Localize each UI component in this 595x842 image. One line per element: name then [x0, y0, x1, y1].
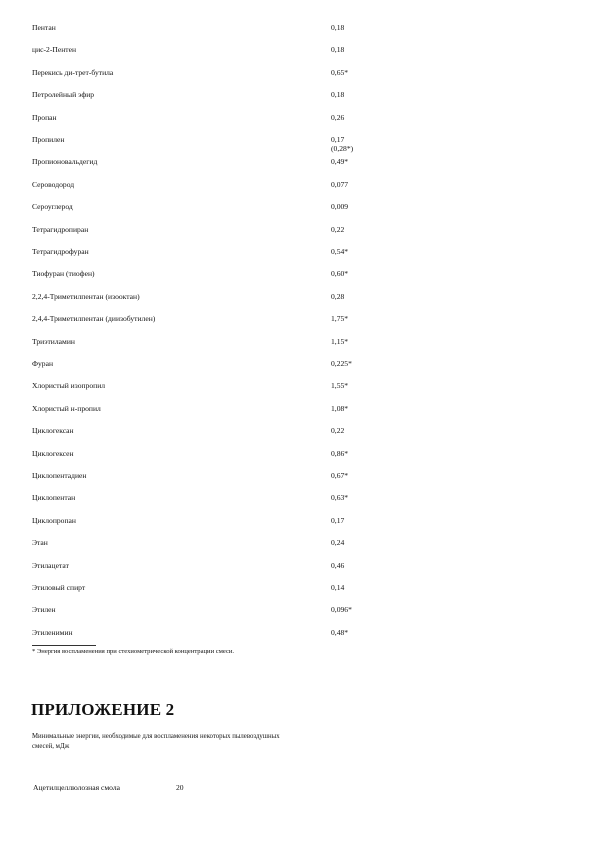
- appendix-table-row: [0, 783, 595, 795]
- substance-name: Сероуглерод: [32, 202, 73, 212]
- table-row: [0, 404, 595, 416]
- table-row: [0, 493, 595, 505]
- substance-name: Перекись ди-трет-бутила: [32, 67, 114, 77]
- substance-name: Петролейный эфир: [32, 90, 95, 100]
- energy-value: 0,096*: [331, 605, 352, 615]
- footnote-divider: [32, 645, 96, 646]
- substance-name: Тетрагидропиран: [32, 224, 89, 234]
- energy-value: 0,18: [331, 23, 345, 32]
- substance-name: Фуран: [32, 359, 54, 368]
- energy-value: 0,18: [331, 45, 345, 55]
- energy-value: 0,26: [331, 112, 345, 122]
- energy-value: 0,49*: [331, 157, 349, 167]
- substance-name: Этан: [32, 538, 48, 548]
- energy-value: 0,48*: [331, 627, 349, 637]
- table-row: [0, 292, 595, 304]
- substance-name: Хлористый изопропил: [32, 381, 106, 391]
- substance-name: Циклогексен: [32, 448, 74, 458]
- table-row: [0, 605, 595, 617]
- energy-value: 0,18: [331, 90, 345, 100]
- substance-name: Этилацетат: [32, 560, 69, 570]
- substance-name: 2,4,4-Триметилпентан (диизобутилен): [32, 314, 156, 324]
- energy-value: 0,17 (0,28*): [331, 135, 354, 153]
- energy-value: 0,54*: [331, 247, 349, 256]
- energy-value: 1,08*: [331, 403, 349, 413]
- table-row: [0, 180, 595, 192]
- energy-value: 0,67*: [331, 471, 349, 480]
- table-row: [0, 90, 595, 102]
- appendix-description: Минимальные энергии, необходимые для воспламенения некоторых пылевоздушных смесей, мДж: [32, 733, 280, 750]
- table-row: [0, 225, 595, 237]
- energy-value: 0,14: [331, 583, 345, 592]
- energy-value: 0,63*: [331, 493, 349, 503]
- energy-value: 1,55*: [331, 381, 349, 391]
- substance-name: Триэтиламин: [32, 336, 75, 346]
- energy-value: 0,22: [331, 224, 345, 234]
- table-row: [0, 45, 595, 57]
- table-row: [0, 381, 595, 393]
- substance-name: Сероводород: [32, 179, 75, 189]
- table-row: [0, 157, 595, 169]
- energy-value: 1,75*: [331, 314, 349, 324]
- energy-value: 0,22: [331, 426, 345, 436]
- energy-value: 0,65*: [331, 67, 349, 77]
- table-row: [0, 247, 595, 259]
- energy-value: 0,077: [331, 179, 349, 189]
- energy-value: 1,15*: [331, 336, 349, 346]
- table-row: [0, 471, 595, 483]
- appendix-title: ПРИЛОЖЕНИЕ 2: [31, 700, 175, 719]
- substance-name: Ацетилцеллюлозная смола: [33, 783, 121, 792]
- substance-name: Этиленимин: [32, 627, 73, 637]
- energy-value: 0,225*: [331, 359, 352, 368]
- substance-name: цис-2-Пентен: [32, 45, 77, 55]
- table-row: [0, 269, 595, 281]
- table-row: [0, 583, 595, 595]
- substance-name: Тетрагидрофуран: [32, 247, 89, 256]
- substance-name: Циклогексан: [32, 426, 74, 436]
- substance-name: Тиофуран (тиофен): [32, 269, 95, 279]
- table-row: [0, 113, 595, 125]
- substance-name: Этилен: [32, 605, 56, 615]
- substance-name: Циклопентан: [32, 493, 76, 503]
- energy-value: 20: [176, 783, 184, 792]
- table-row: [0, 23, 595, 35]
- table-row: [0, 628, 595, 640]
- substance-name: Хлористый н-пропил: [32, 403, 101, 413]
- table-row: [0, 516, 595, 528]
- substance-name: Циклопропан: [32, 515, 76, 525]
- table-row: [0, 359, 595, 371]
- substance-name: Пропионовальдегид: [32, 157, 98, 167]
- substance-name: Пропилен: [32, 135, 65, 144]
- energy-value: 0,24: [331, 538, 345, 548]
- energy-value: 0,009: [331, 202, 349, 212]
- energy-value: 0,46: [331, 560, 345, 570]
- substance-name: Циклопентадиен: [32, 471, 87, 480]
- substance-name: Пентан: [32, 23, 56, 32]
- table-row: [0, 449, 595, 461]
- substance-name: Пропан: [32, 112, 57, 122]
- table-row: [0, 561, 595, 573]
- table-row: [0, 202, 595, 214]
- table-row: [0, 426, 595, 438]
- energy-value: 0,17: [331, 515, 345, 525]
- table-row: [0, 314, 595, 326]
- table-row: [0, 135, 595, 153]
- table-row: [0, 538, 595, 550]
- energy-value: 0,86*: [331, 448, 349, 458]
- table-row: [0, 337, 595, 349]
- table-row: [0, 68, 595, 80]
- substance-name: Этиловый спирт: [32, 583, 86, 592]
- footnote: * Энергия воспламенения при стехиометрической концентрации смеси.: [32, 648, 235, 655]
- energy-value: 0,60*: [331, 269, 349, 279]
- energy-value: 0,28: [331, 291, 345, 301]
- substance-name: 2,2,4-Триметилпентан (изооктан): [32, 291, 140, 301]
